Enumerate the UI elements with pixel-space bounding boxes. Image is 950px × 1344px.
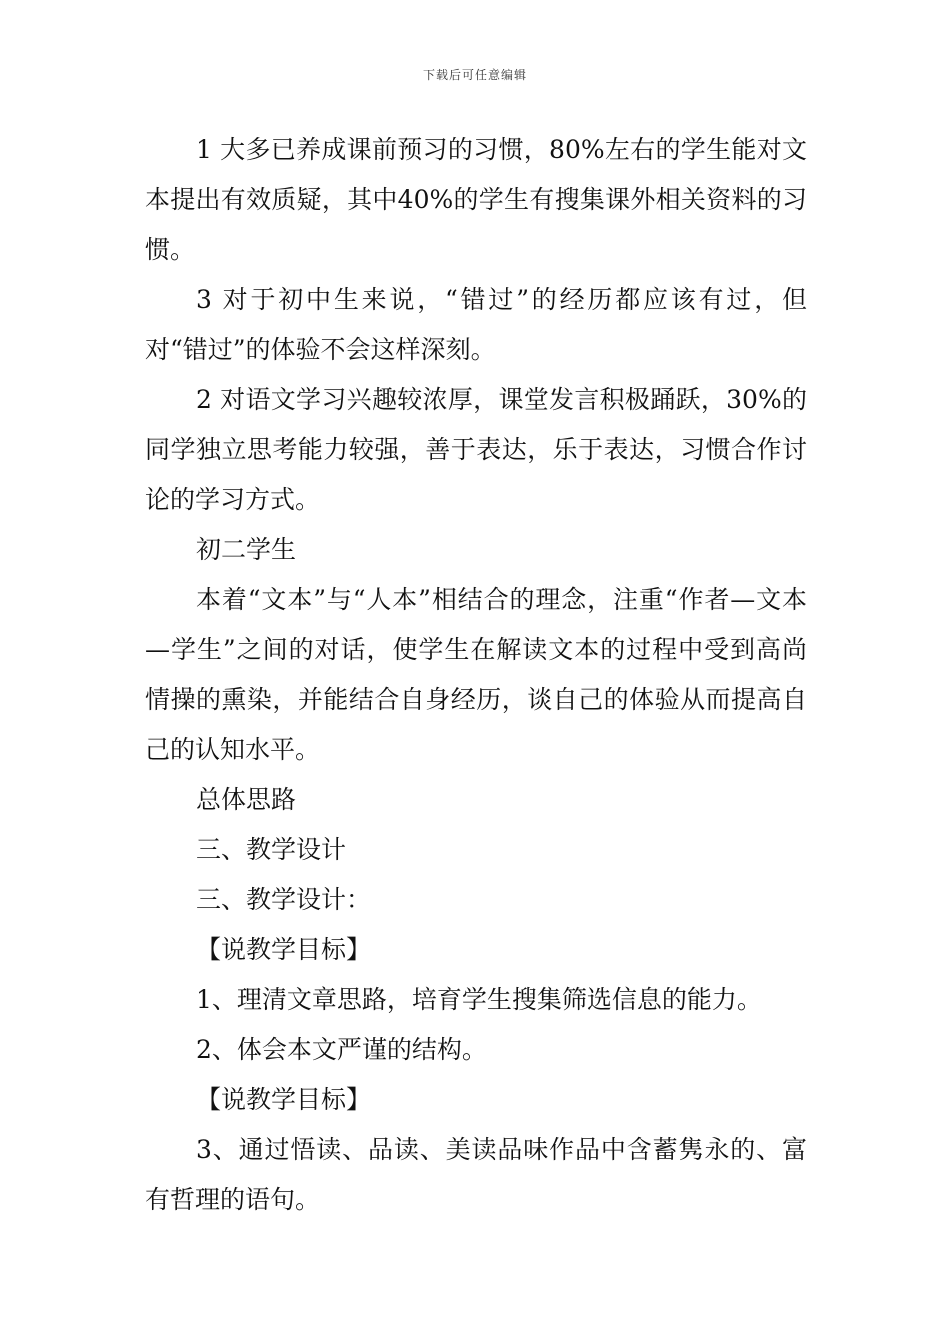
goal-item-3: 3、通过悟读、品读、美读品味作品中含蓄隽永的、富有哲理的语句。	[145, 1135, 807, 1214]
heading-teaching-goals: 【说教学目标】	[196, 935, 372, 964]
paragraph-overall-idea: 总体思路	[196, 785, 297, 814]
heading-teaching-design: 三、教学设计	[196, 835, 347, 864]
goal-item-1: 1、理清文章思路，培育学生搜集筛选信息的能力。	[196, 985, 762, 1014]
paragraph-learning-interest: 2 对语文学习兴趣较浓厚，课堂发言积极踊跃，30%的同学独立思考能力较强，善于表达，乐于表达，习惯合作讨论的学习方式。	[145, 385, 807, 514]
paragraph-teaching-concept: 本着“文本”与“人本”相结合的理念，注重“作者—文本—学生”之间的对话，使学生在解读文本的过程中受到高尚情操的熏染，并能结合自身经历，谈自己的体验从而提高自己的认知水平。	[145, 585, 807, 764]
document-body	[145, 125, 807, 1225]
goal-item-2: 2、体会本文严谨的结构。	[196, 1035, 487, 1064]
paragraph-preview-habits: 1 大多已养成课前预习的习惯，80%左右的学生能对文本提出有效质疑，其中40%的学生有搜集课外相关资料的习惯。	[145, 135, 807, 264]
paragraph-missing-experience: 3 对于初中生来说，“错过”的经历都应该有过，但对“错过”的体验不会这样深刻。	[145, 285, 807, 364]
paragraph-grade: 初二学生	[196, 535, 297, 564]
heading-teaching-goals-repeat: 【说教学目标】	[196, 1085, 372, 1114]
page-header-note: 下载后可任意编辑	[422, 68, 527, 82]
heading-teaching-design-colon: 三、教学设计：	[196, 885, 372, 914]
